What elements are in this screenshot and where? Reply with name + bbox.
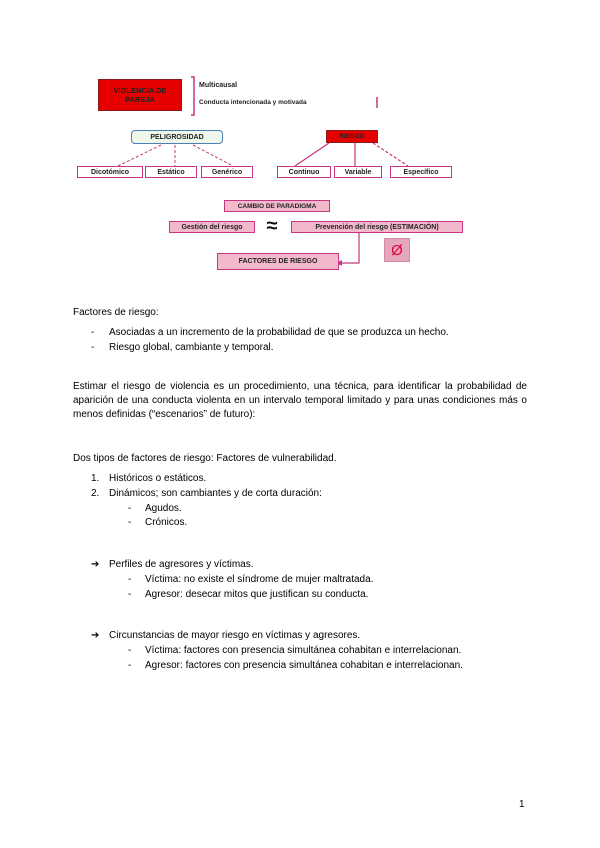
section2-sub: Crónicos.	[145, 517, 188, 528]
dash-marker: -	[91, 342, 95, 353]
dash-marker: -	[128, 660, 132, 671]
dash-marker: -	[91, 327, 95, 338]
approx-symbol: ≈	[266, 214, 278, 237]
section2-sub: Agudos.	[145, 503, 182, 514]
violencia-de-pareja-box: VIOLENCIA DE PAREJA	[98, 79, 182, 111]
section1-title: Factores de riesgo:	[73, 307, 159, 318]
section4-sub: Agresor: factores con presencia simultánea cohabitan e interrelacionan.	[145, 660, 463, 671]
factores-de-riesgo-box: FACTORES DE RIESGO	[217, 253, 339, 270]
arrow-to-factores	[342, 232, 359, 263]
arrow-continuo	[295, 143, 329, 166]
multicausal-label: Multicausal	[199, 81, 238, 89]
especifico-box: Específico	[390, 166, 452, 178]
peligrosidad-box: PELIGROSIDAD	[131, 130, 223, 144]
dash-marker: -	[128, 503, 132, 514]
dash-marker: -	[128, 589, 132, 600]
continuo-box: Continuo	[277, 166, 331, 178]
estatico-box: Estático	[145, 166, 197, 178]
arrow-dicotomico	[118, 145, 161, 166]
paragraph-estimar: Estimar el riesgo de violencia es un procedimiento, una técnica, para identificar la probabilidad de aparición de una conducta violenta en un intervalo temporal limitado y para unas condiciones más o menos definidas (“escenarios” de futuro):	[73, 381, 527, 420]
section3-sub: Agresor: desecar mitos que justifican su conducta.	[145, 589, 369, 600]
concept-diagram	[73, 71, 465, 274]
section2-title: Dos tipos de factores de riesgo: Factores de vulnerabilidad.	[73, 453, 337, 464]
arrow-especifico	[373, 143, 408, 166]
arrow-bullet-icon: ➔	[91, 630, 100, 641]
prevencion-del-riesgo-box: Prevención del riesgo (ESTIMACIÓN)	[291, 221, 463, 233]
section4-title: Circunstancias de mayor riesgo en víctimas y agresores.	[109, 630, 361, 641]
conducta-label: Conducta intencionada y motivada	[199, 98, 307, 106]
arrow-generico	[193, 145, 233, 166]
section3-title: Perfiles de agresores y víctimas.	[109, 559, 254, 570]
section1-item: Asociadas a un incremento de la probabilidad de que se produzca un hecho.	[109, 327, 449, 338]
bracket-line	[191, 77, 194, 115]
section2-item1: Históricos o estáticos.	[109, 473, 207, 484]
section3-sub: Víctima: no existe el síndrome de mujer maltratada.	[145, 574, 374, 585]
section4-sub: Víctima: factores con presencia simultánea cohabitan e interrelacionan.	[145, 645, 462, 656]
generico-box: Genérico	[201, 166, 253, 178]
dash-marker: -	[128, 645, 132, 656]
dash-marker: -	[128, 574, 132, 585]
empty-set-box: Ø	[384, 238, 410, 262]
gestion-del-riesgo-box: Gestión del riesgo	[169, 221, 255, 233]
list-number: 2.	[91, 488, 100, 499]
dash-marker: -	[128, 517, 132, 528]
list-number: 1.	[91, 473, 100, 484]
dicotomico-box: Dicotómico	[77, 166, 143, 178]
arrow-bullet-icon: ➔	[91, 559, 100, 570]
page-number: 1	[519, 799, 525, 810]
section1-item: Riesgo global, cambiante y temporal.	[109, 342, 274, 353]
riesgo-box: RIESGO	[326, 130, 378, 143]
section2-item2: Dinámicos; son cambiantes y de corta duración:	[109, 488, 322, 499]
variable-box: Variable	[334, 166, 382, 178]
cambio-de-paradigma-box: CAMBIO DE PARADIGMA	[224, 200, 330, 212]
